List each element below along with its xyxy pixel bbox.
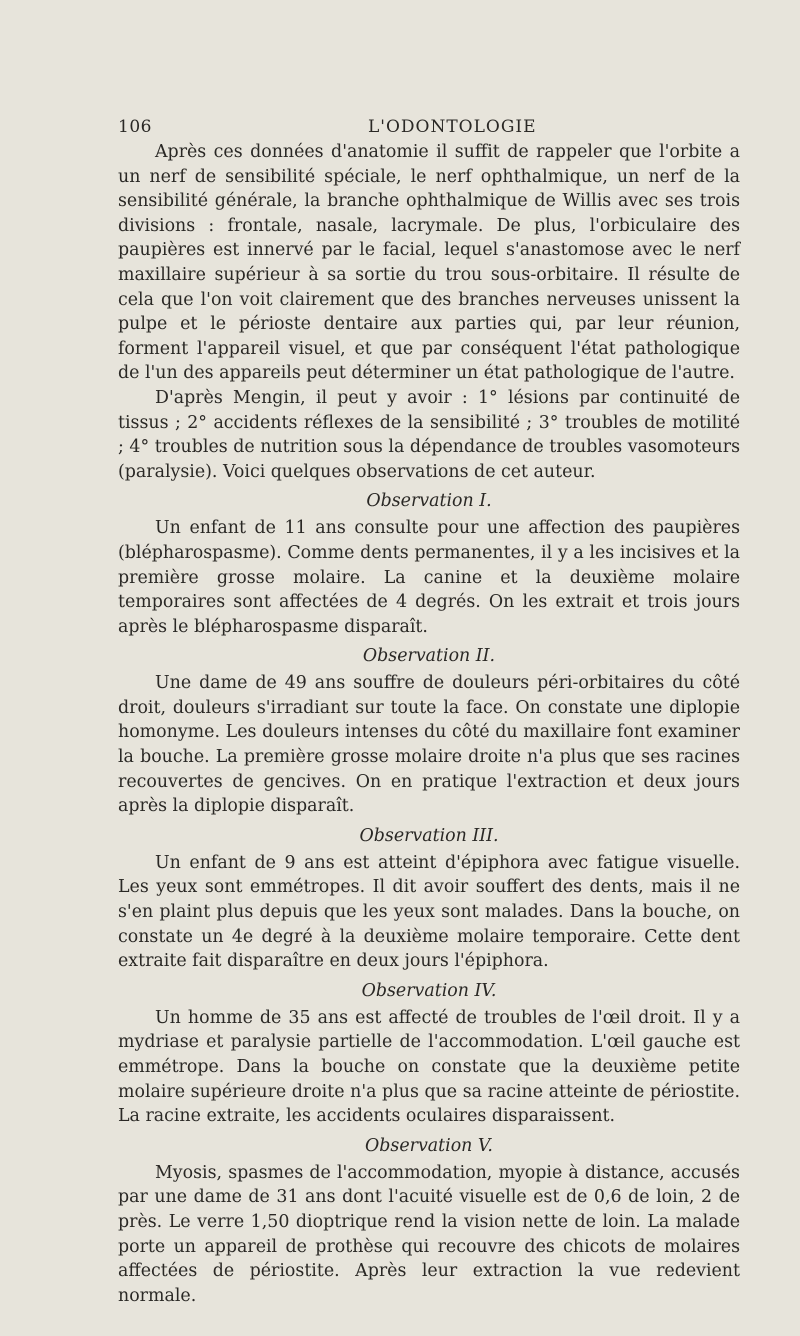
mengin-paragraph: D'après Mengin, il peut y avoir : 1° lésions par continuité de tissus ; 2° accidents réflexes de la sensibilité ; 3° troubles de motilité ; 4° troubles de nutrition sous la dépendance de troubles vasomoteurs (paralysie). Voici quelques observations de cet auteur.: [118, 387, 740, 482]
running-title: L'ODONTOLOGIE: [368, 117, 537, 137]
observation-4-text: Un homme de 35 ans est affecté de troubles de l'œil droit. Il y a mydriase et paralysie partielle de l'accommodation. L'œil gauche est emmétrope. Dans la bouche on constate que la deuxième petite molaire supérieure droite n'a plus que sa racine atteinte de périostite. La racine extraite, les accidents oculaires disparaissent.: [118, 1007, 740, 1127]
intro-paragraph: Après ces données d'anatomie il suffit de rappeler que l'orbite a un nerf de sensibilité spéciale, le nerf ophthalmique, un nerf de la sensibilité générale, la branche ophthalmique de Willis avec ses trois divisions : frontale, nasale, lacrymale. De plus, l'orbiculaire des paupières est innervé par le facial, lequel s'anastomose avec le nerf maxillaire supérieur à sa sortie du trou sous-orbitaire. Il résulte de cela que l'on voit clairement que des branches nerveuses unissent la pulpe et le périoste dentaire aux parties qui, par leur réunion, forment l'appareil visuel, et que par conséquent l'état pathologique de l'un des appareils peut déterminer un état pathologique de l'autre.: [118, 142, 740, 384]
observation-5-heading: Observation V.: [365, 1135, 493, 1156]
observation-2-text: Une dame de 49 ans souffre de douleurs péri-orbitaires du côté droit, douleurs s'irradiant sur toute la face. On constate une diplopie homonyme. Les douleurs intenses du côté du maxillaire font examiner la bouche. La première grosse molaire droite n'a plus que ses racines recouvertes de gencives. On en pratique l'extraction et deux jours après la diplopie disparaît.: [118, 673, 740, 817]
observation-3-heading: Observation III.: [359, 825, 499, 846]
body-text: [118, 140, 740, 1308]
observation-2-heading: Observation II.: [362, 646, 496, 667]
page-number: 106: [118, 117, 152, 137]
observation-3-text: Un enfant de 9 ans est atteint d'épiphora avec fatigue visuelle. Les yeux sont emmétropes. Il dit avoir souffert des dents, mais il ne s'en plaint plus depuis que les yeux sont malades. Dans la bouche, on constate un 4e degré à la deuxième molaire temporaire. Cette dent extraite fait disparaître en deux jours l'épiphora.: [118, 852, 740, 972]
observation-1-heading: Observation I.: [366, 491, 492, 512]
observation-1-text: Un enfant de 11 ans consulte pour une affection des paupières (blépharospasme). Comme dents permanentes, il y a les incisives et la première grosse molaire. La canine et la deuxième molaire temporaires sont affectées de 4 degrés. On les extrait et trois jours après le blépharospasme disparaît.: [118, 518, 740, 637]
observation-5-text: Myosis, spasmes de l'accommodation, myopie à distance, accusés par une dame de 31 ans dont l'acuité visuelle est de 0,6 de loin, 2 de près. Le verre 1,50 dioptrique rend la vision nette de loin. La malade porte un appareil de prothèse qui recouvre des chicots de molaires affectées de périostite. Après leur extraction la vue redevient normale.: [118, 1162, 740, 1306]
observation-4-heading: Observation IV.: [361, 980, 497, 1001]
